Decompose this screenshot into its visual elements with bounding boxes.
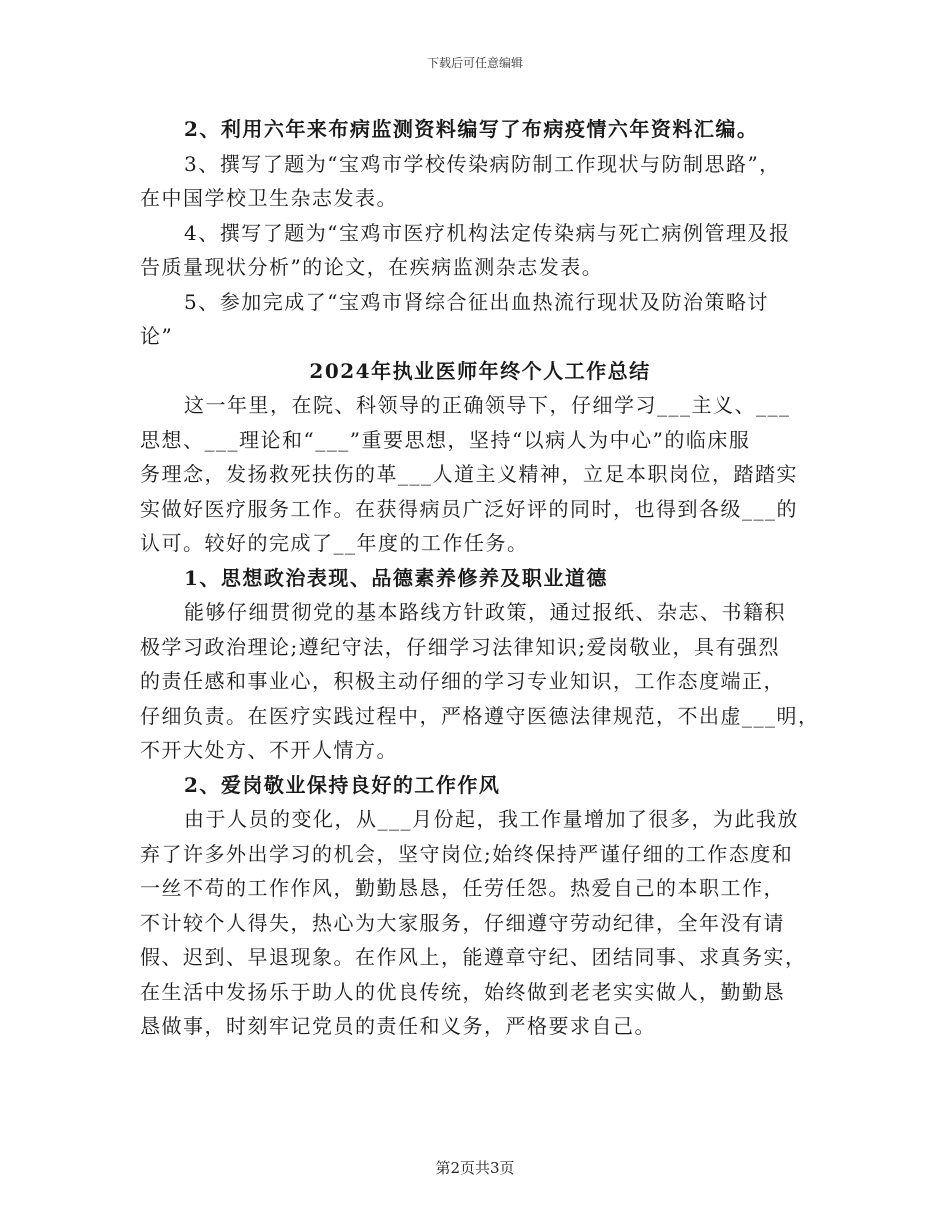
section-heading: 1、思想政治表现、品德素养修养及职业道德 bbox=[184, 565, 608, 590]
paragraph-line: 极学习政治理论;遵纪守法，仔细学习法律知识;爱岗敬业，具有强烈 bbox=[140, 634, 780, 659]
paragraph-line: 论” bbox=[140, 324, 174, 348]
paragraph-line: 弃了许多外出学习的机会，坚守岗位;始终保持严谨仔细的工作态度和 bbox=[140, 841, 794, 866]
paragraph-line: 恳做事，时刻牢记党员的责任和义务，严格要求自己。 bbox=[140, 1014, 656, 1038]
paragraph-line: 不开大处方、不开人情方。 bbox=[140, 738, 398, 762]
paragraph-line: 4、撰写了题为“宝鸡市医疗机构法定传染病与死亡病例管理及报 bbox=[184, 220, 791, 245]
paragraph-line: 在生活中发扬乐于助人的优良传统，始终做到老老实实做人，勤勤恳 bbox=[140, 979, 785, 1004]
paragraph-line: 在中国学校卫生杂志发表。 bbox=[140, 186, 398, 210]
document-body bbox=[140, 112, 820, 1044]
paragraph-line: 一丝不苟的工作作风，勤勤恳恳，任劳任怨。热爱自己的本职工作， bbox=[140, 876, 785, 900]
paragraph-line: 告质量现状分析”的论文，在疾病监测杂志发表。 bbox=[140, 255, 604, 279]
section-title: 2024年执业医师年终个人工作总结 bbox=[309, 358, 651, 383]
section-heading: 2、利用六年来布病监测资料编写了布病疫情六年资料汇编。 bbox=[184, 117, 759, 141]
header-note: 下载后可任意编辑 bbox=[426, 56, 523, 70]
paragraph-line: 假、迟到、早退现象。在作风上，能遵章守纪、团结同事、求真务实， bbox=[140, 945, 807, 969]
paragraph-line: 实做好医疗服务工作。在获得病员广泛好评的同时，也得到各级___的 bbox=[140, 496, 798, 521]
paragraph-line: 认可。较好的完成了__年度的工作任务。 bbox=[140, 531, 529, 555]
paragraph-line: 由于人员的变化，从___月份起，我工作量增加了很多，为此我放 bbox=[184, 807, 799, 831]
page-number: 第2页共3页 bbox=[435, 1159, 515, 1177]
paragraph-line: 这一年里，在院、科领导的正确领导下，仔细学习___主义、___ bbox=[184, 393, 791, 417]
paragraph-line: 务理念，发扬救死扶伤的革___人道主义精神，立足本职岗位，踏踏实 bbox=[140, 462, 798, 486]
paragraph-line: 不计较个人得失，热心为大家服务，仔细遵守劳动纪律，全年没有请 bbox=[140, 910, 785, 935]
paragraph-line: 3、撰写了题为“宝鸡市学校传染病防制工作现状与防制思路”， bbox=[184, 151, 781, 176]
paragraph-line: 仔细负责。在医疗实践过程中，严格遵守医德法律规范，不出虚___明， bbox=[140, 703, 820, 728]
paragraph-line: 5、参加完成了“宝鸡市肾综合征出血热流行现状及防治策略讨 bbox=[184, 289, 769, 314]
paragraph-line: 思想、___理论和“___”重要思想，坚持“以病人为中心”的临床服 bbox=[140, 427, 751, 452]
paragraph-line: 的责任感和事业心，积极主动仔细的学习专业知识，工作态度端正， bbox=[140, 669, 785, 693]
paragraph-line: 能够仔细贯彻党的基本路线方针政策，通过报纸、杂志、书籍积 bbox=[184, 600, 786, 624]
section-heading: 2、爱岗敬业保持良好的工作作风 bbox=[184, 772, 501, 797]
